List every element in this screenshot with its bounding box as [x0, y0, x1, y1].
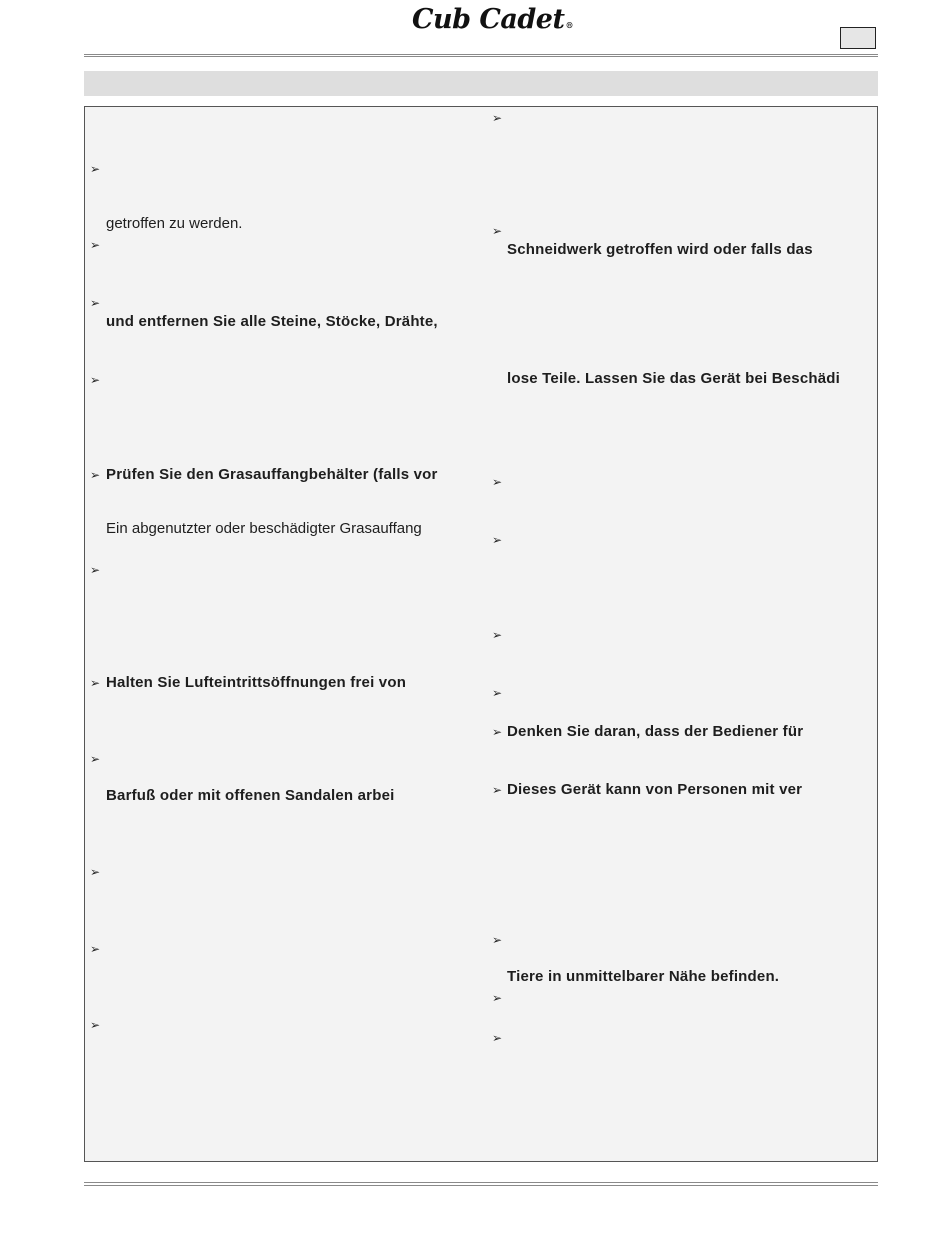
bullet-arrow-icon: ➢	[492, 628, 503, 642]
right-text-line: Dieses Gerät kann von Personen mit ver	[507, 781, 803, 798]
bullet-arrow-icon: ➢	[492, 933, 503, 947]
bullet-arrow-icon: ➢	[492, 991, 503, 1005]
bullet-arrow-icon: ➢	[492, 686, 503, 700]
header-rule	[84, 54, 878, 55]
bullet-arrow-icon: ➢	[90, 865, 101, 879]
bullet-arrow-icon: ➢	[492, 725, 503, 739]
bullet-arrow-icon: ➢	[90, 563, 101, 577]
left-text-line: Prüfen Sie den Grasauffangbehälter (falls vor	[106, 466, 438, 483]
left-text-line: getroffen zu werden.	[106, 215, 243, 232]
brand-name: Cub Cadet	[412, 4, 565, 35]
bullet-arrow-icon: ➢	[90, 676, 101, 690]
registered-mark: ®	[565, 20, 573, 30]
bullet-arrow-icon: ➢	[90, 942, 101, 956]
bullet-arrow-icon: ➢	[90, 1018, 101, 1032]
page-number-box	[840, 27, 876, 49]
footer-rule-secondary	[84, 1185, 878, 1186]
header-rule-secondary	[84, 56, 878, 57]
bullet-arrow-icon: ➢	[492, 224, 503, 238]
bullet-arrow-icon: ➢	[492, 533, 503, 547]
content-box	[84, 106, 878, 1162]
bullet-arrow-icon: ➢	[492, 783, 503, 797]
bullet-arrow-icon: ➢	[492, 475, 503, 489]
bullet-arrow-icon: ➢	[90, 468, 101, 482]
left-text-line: und entfernen Sie alle Steine, Stöcke, Drähte,	[106, 313, 438, 330]
footer-rule	[84, 1182, 878, 1183]
section-title-bar	[84, 71, 878, 96]
bullet-arrow-icon: ➢	[90, 296, 101, 310]
right-text-line: Schneidwerk getroffen wird oder falls das	[507, 241, 813, 258]
bullet-arrow-icon: ➢	[492, 1031, 503, 1045]
right-text-line: lose Teile. Lassen Sie das Gerät bei Beschädi	[507, 370, 841, 387]
right-text-line: Denken Sie daran, dass der Bediener für	[507, 723, 804, 740]
bullet-arrow-icon: ➢	[90, 752, 101, 766]
cub-cadet-logo	[405, 4, 580, 36]
left-text-line: Halten Sie Lufteintrittsöffnungen frei von	[106, 674, 407, 691]
right-text-line: Tiere in unmittelbarer Nähe befinden.	[507, 968, 780, 985]
bullet-arrow-icon: ➢	[90, 238, 101, 252]
left-text-line: Barfuß oder mit offenen Sandalen arbei	[106, 787, 395, 804]
bullet-arrow-icon: ➢	[90, 162, 101, 176]
bullet-arrow-icon: ➢	[492, 111, 503, 125]
left-text-line: Ein abgenutzter oder beschädigter Grasauffang	[106, 520, 422, 537]
bullet-arrow-icon: ➢	[90, 373, 101, 387]
